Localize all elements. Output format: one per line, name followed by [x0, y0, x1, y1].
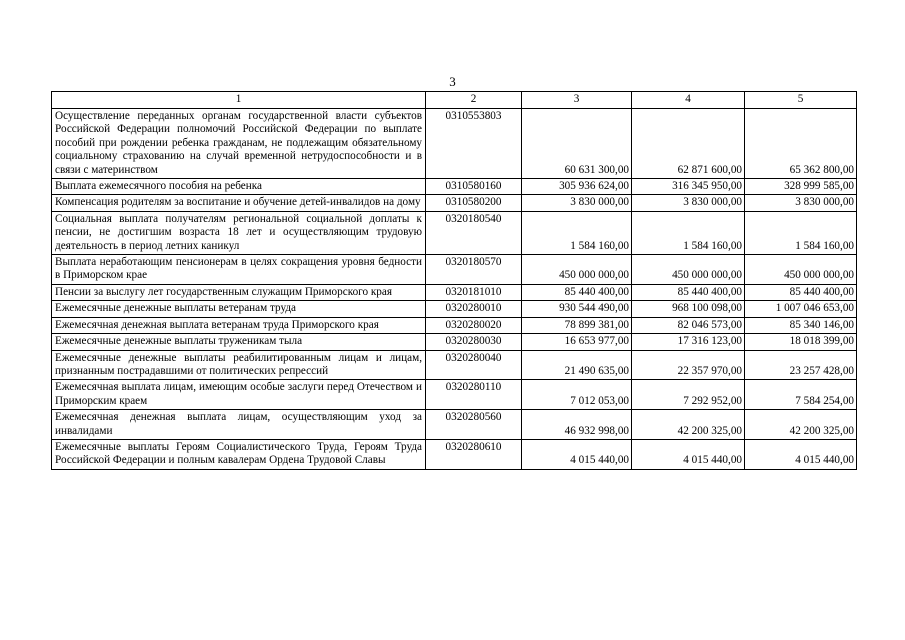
column-header: 4 — [632, 92, 745, 109]
row-value-cell: 42 200 325,00 — [632, 410, 745, 440]
row-value-cell: 4 015 440,00 — [522, 439, 632, 469]
row-name-cell: Ежемесячные денежные выплаты труженикам тыла — [52, 334, 426, 350]
row-value-cell: 82 046 573,00 — [632, 317, 745, 333]
row-name-cell: Осуществление переданных органам государственной власти субъектов Российской Федерации полномочий Российской Федерации по выплате пособий при рождении ребенка гражданам, не подлежащим обязательному социальному страхованию на случай временной нетрудоспособности и в связи с материнством — [52, 109, 426, 179]
row-value-cell: 78 899 381,00 — [522, 317, 632, 333]
row-code-cell: 0320280110 — [426, 380, 522, 410]
row-code-cell: 0310580200 — [426, 195, 522, 211]
row-code-cell: 0320280010 — [426, 301, 522, 317]
row-value-cell: 23 257 428,00 — [745, 350, 857, 380]
table-row — [52, 317, 857, 333]
row-code-cell: 0320280560 — [426, 410, 522, 440]
row-value-cell: 17 316 123,00 — [632, 334, 745, 350]
row-name-cell: Ежемесячная денежная выплата ветеранам труда Приморского края — [52, 317, 426, 333]
row-value-cell: 316 345 950,00 — [632, 179, 745, 195]
budget-table — [51, 91, 857, 470]
row-value-cell: 450 000 000,00 — [632, 255, 745, 285]
row-name-cell: Ежемесячные выплаты Героям Социалистического Труда, Героям Труда Российской Федерации и полным кавалерам Ордена Трудовой Славы — [52, 439, 426, 469]
row-name-cell: Ежемесячные денежные выплаты ветеранам труда — [52, 301, 426, 317]
row-code-cell: 0320280020 — [426, 317, 522, 333]
row-value-cell: 4 015 440,00 — [632, 439, 745, 469]
row-code-cell: 0320280030 — [426, 334, 522, 350]
row-value-cell: 3 830 000,00 — [745, 195, 857, 211]
table-row — [52, 284, 857, 300]
row-value-cell: 328 999 585,00 — [745, 179, 857, 195]
row-value-cell: 305 936 624,00 — [522, 179, 632, 195]
row-value-cell: 1 007 046 653,00 — [745, 301, 857, 317]
row-name-cell: Социальная выплата получателям региональной социальной доплаты к пенсии, не достигшим возраста 18 лет и осуществляющим трудовую деятельность в период летних каникул — [52, 211, 426, 254]
row-value-cell: 65 362 800,00 — [745, 109, 857, 179]
row-value-cell: 4 015 440,00 — [745, 439, 857, 469]
table-row — [52, 211, 857, 254]
table-row — [52, 439, 857, 469]
column-header: 5 — [745, 92, 857, 109]
row-value-cell: 1 584 160,00 — [522, 211, 632, 254]
row-value-cell: 930 544 490,00 — [522, 301, 632, 317]
row-value-cell: 7 012 053,00 — [522, 380, 632, 410]
row-value-cell: 22 357 970,00 — [632, 350, 745, 380]
row-value-cell: 85 440 400,00 — [632, 284, 745, 300]
column-header: 2 — [426, 92, 522, 109]
row-value-cell: 85 340 146,00 — [745, 317, 857, 333]
row-name-cell: Компенсация родителям за воспитание и обучение детей-инвалидов на дому — [52, 195, 426, 211]
table-row — [52, 380, 857, 410]
row-code-cell: 0310553803 — [426, 109, 522, 179]
table-row — [52, 255, 857, 285]
row-code-cell: 0320181010 — [426, 284, 522, 300]
row-name-cell: Ежемесячные денежные выплаты реабилитированным лицам и лицам, признанным пострадавшими от политических репрессий — [52, 350, 426, 380]
row-code-cell: 0310580160 — [426, 179, 522, 195]
table-row — [52, 334, 857, 350]
column-header: 1 — [52, 92, 426, 109]
table-row — [52, 195, 857, 211]
row-value-cell: 3 830 000,00 — [632, 195, 745, 211]
table-header-row — [52, 92, 857, 109]
row-value-cell: 1 584 160,00 — [745, 211, 857, 254]
row-name-cell: Ежемесячная выплата лицам, имеющим особые заслуги перед Отечеством и Приморским краем — [52, 380, 426, 410]
row-value-cell: 7 292 952,00 — [632, 380, 745, 410]
column-header: 3 — [522, 92, 632, 109]
row-value-cell: 16 653 977,00 — [522, 334, 632, 350]
table-row — [52, 410, 857, 440]
row-value-cell: 85 440 400,00 — [522, 284, 632, 300]
row-value-cell: 85 440 400,00 — [745, 284, 857, 300]
row-value-cell: 46 932 998,00 — [522, 410, 632, 440]
table-row — [52, 301, 857, 317]
row-value-cell: 968 100 098,00 — [632, 301, 745, 317]
row-code-cell: 0320280610 — [426, 439, 522, 469]
row-value-cell: 450 000 000,00 — [745, 255, 857, 285]
page-number: 3 — [449, 74, 456, 89]
table-row — [52, 179, 857, 195]
row-value-cell: 42 200 325,00 — [745, 410, 857, 440]
row-name-cell: Пенсии за выслугу лет государственным служащим Приморского края — [52, 284, 426, 300]
row-value-cell: 1 584 160,00 — [632, 211, 745, 254]
row-value-cell: 450 000 000,00 — [522, 255, 632, 285]
table-row — [52, 350, 857, 380]
row-code-cell: 0320180540 — [426, 211, 522, 254]
row-value-cell: 7 584 254,00 — [745, 380, 857, 410]
row-name-cell: Выплата неработающим пенсионерам в целях сокращения уровня бедности в Приморском крае — [52, 255, 426, 285]
table-row — [52, 109, 857, 179]
row-code-cell: 0320280040 — [426, 350, 522, 380]
row-name-cell: Выплата ежемесячного пособия на ребенка — [52, 179, 426, 195]
row-code-cell: 0320180570 — [426, 255, 522, 285]
row-value-cell: 21 490 635,00 — [522, 350, 632, 380]
row-value-cell: 60 631 300,00 — [522, 109, 632, 179]
row-value-cell: 18 018 399,00 — [745, 334, 857, 350]
row-value-cell: 3 830 000,00 — [522, 195, 632, 211]
row-value-cell: 62 871 600,00 — [632, 109, 745, 179]
row-name-cell: Ежемесячная денежная выплата лицам, осуществляющим уход за инвалидами — [52, 410, 426, 440]
